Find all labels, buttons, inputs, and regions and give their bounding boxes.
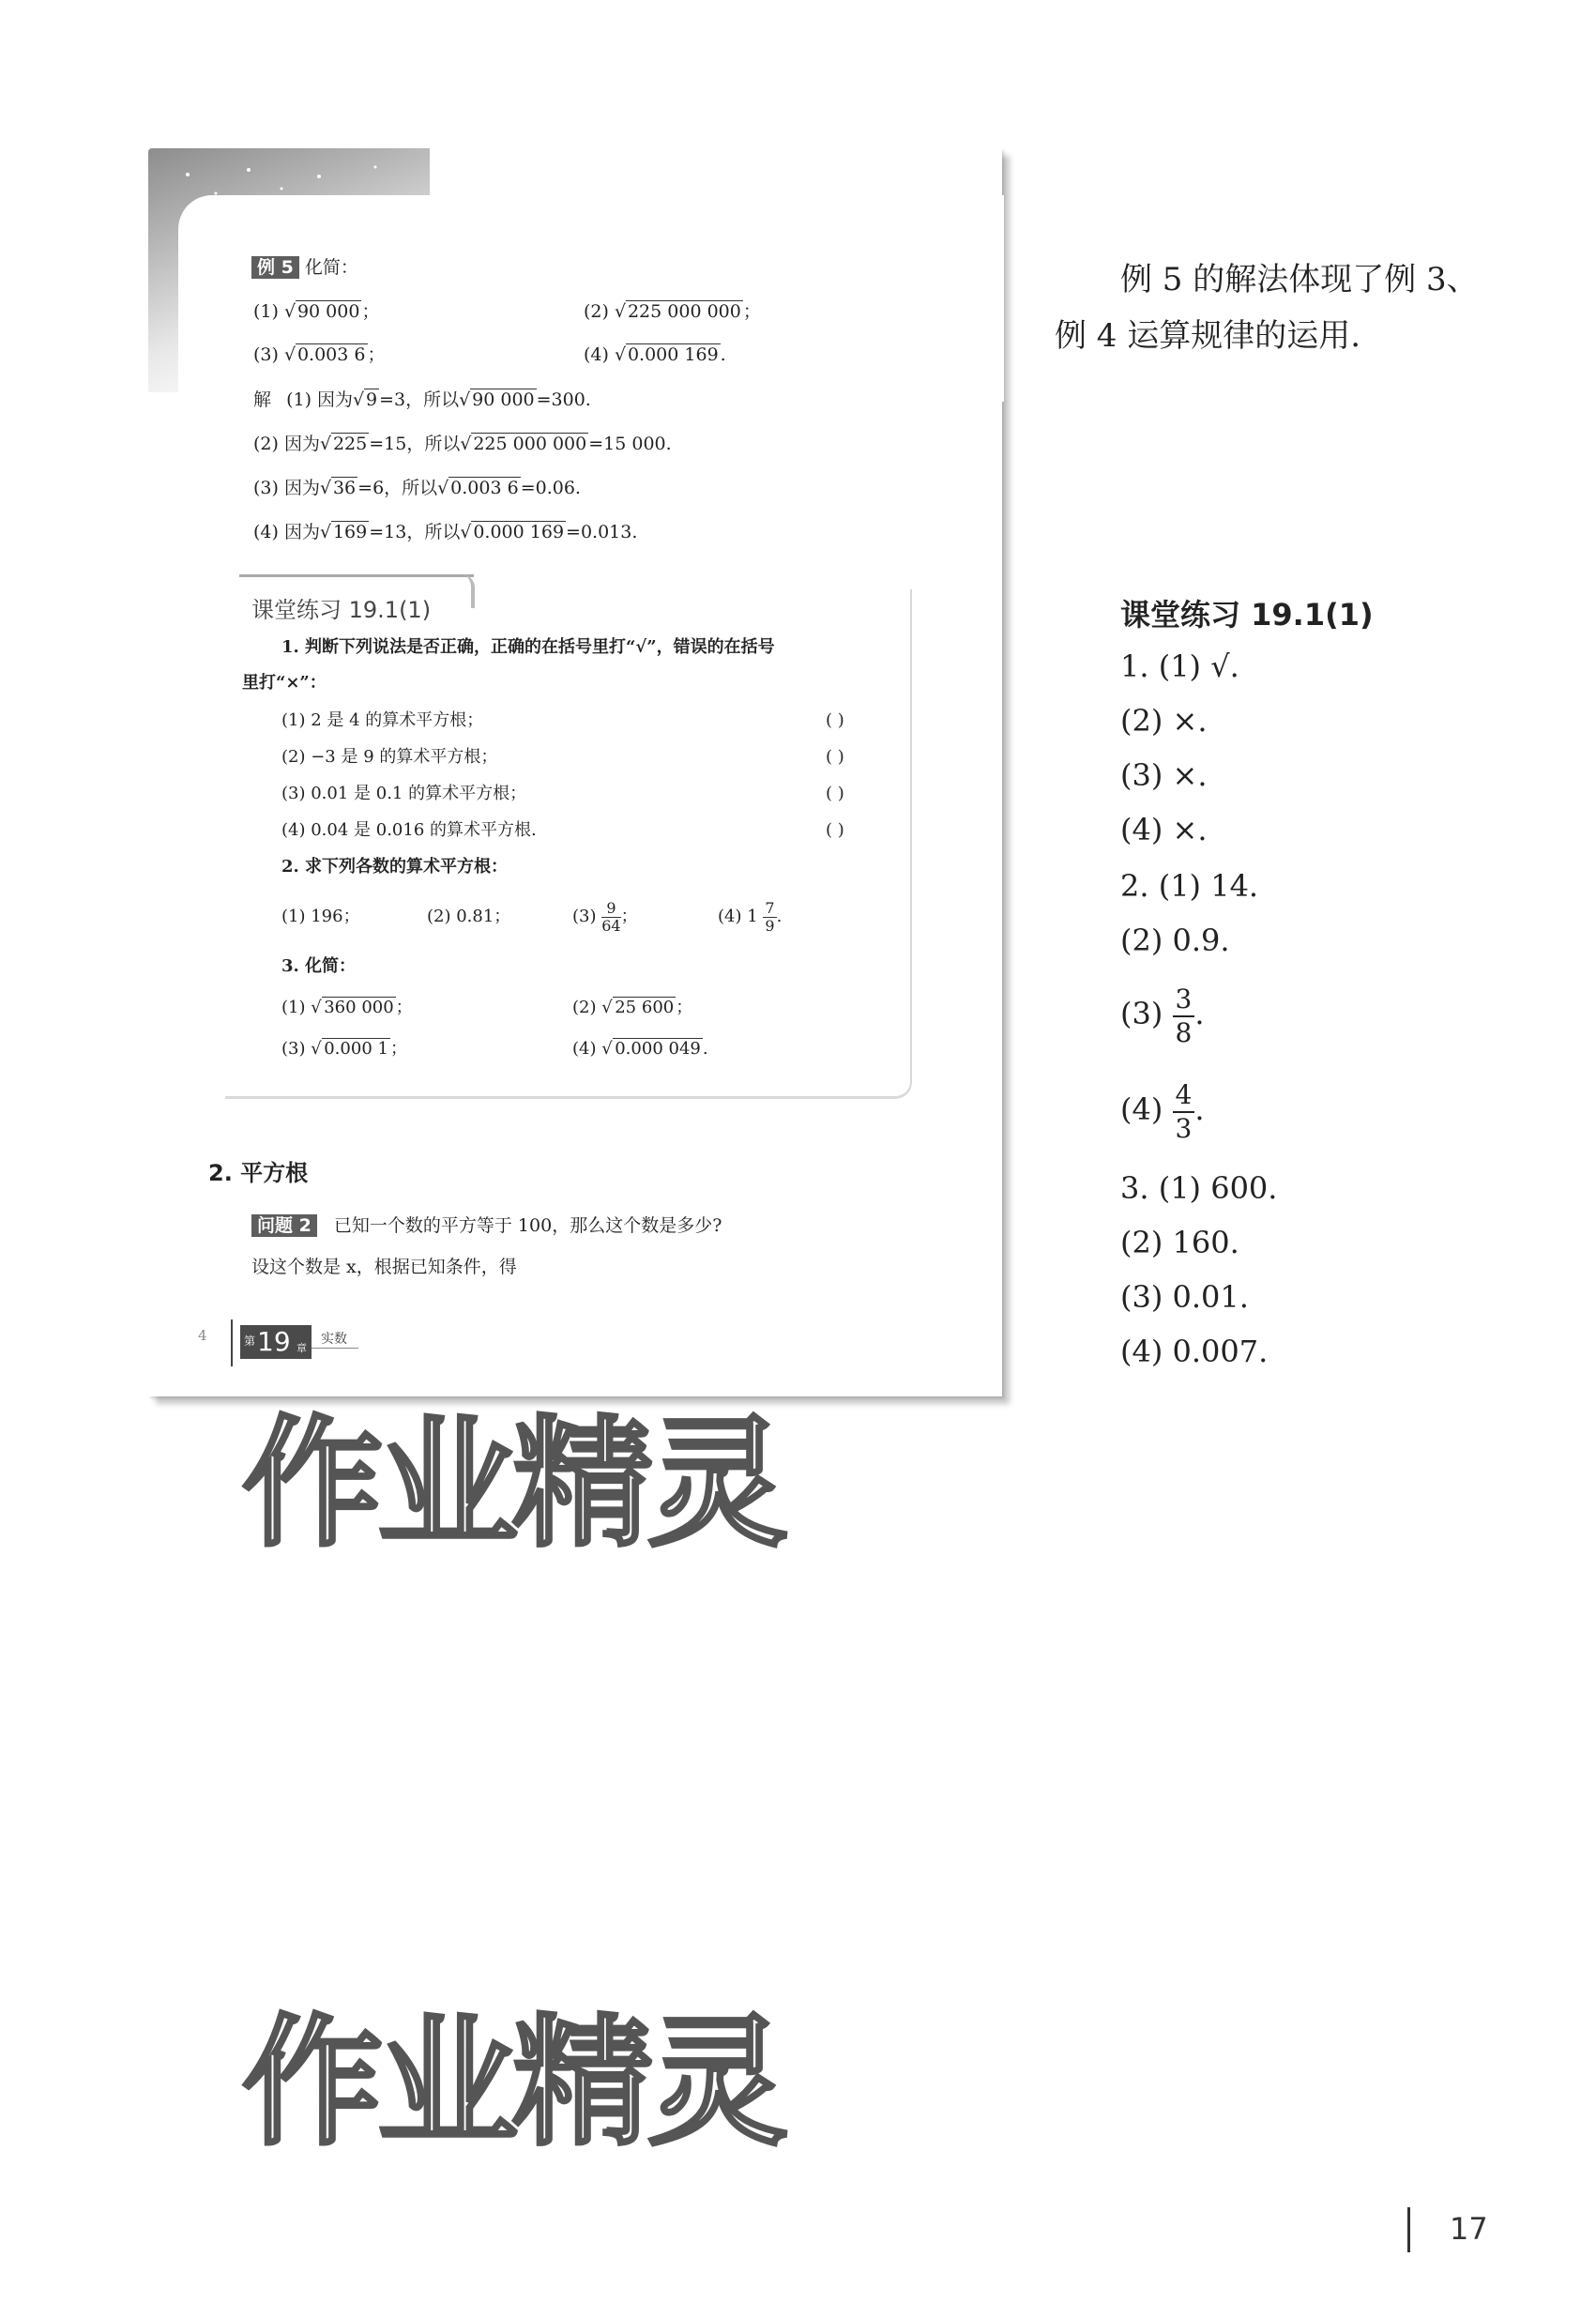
answer-1-4: (4) ×. bbox=[1120, 812, 1208, 847]
q1-line-2: 里打“×”： bbox=[242, 673, 327, 693]
problem-line-2: 设这个数是 x，根据已知条件，得 bbox=[251, 1257, 517, 1277]
q2-item-3: (3) $\frac{9}{64}$ ； bbox=[572, 898, 638, 935]
answer-1-3: (3) ×. bbox=[1120, 757, 1208, 793]
answer-2-3: (3) $\frac{3}{8}$ . bbox=[1120, 983, 1205, 1048]
watermark-2: 作业精灵 bbox=[242, 2002, 783, 2165]
q1-item-2: (2) −3 是 9 的算术平方根； bbox=[281, 747, 498, 767]
exercise-tab-curl bbox=[458, 574, 475, 608]
note-line-2: 例 4 运算规律的运用. bbox=[1055, 317, 1361, 355]
answers-title: 课堂练习 19.1(1) bbox=[1120, 597, 1374, 633]
q1-line-1: 1. 判断下列说法是否正确，正确的在括号里打“√”，错误的在括号 bbox=[281, 637, 775, 657]
example5-heading bbox=[251, 256, 358, 279]
footer-divider bbox=[231, 1319, 233, 1366]
q1-item-3: (3) 0.01 是 0.1 的算术平方根； bbox=[281, 784, 527, 803]
answer-1-2: (2) ×. bbox=[1120, 703, 1208, 739]
page-banner-mask bbox=[178, 195, 1004, 402]
answer-2-4: (4) $\frac{4}{3}$ . bbox=[1120, 1078, 1205, 1144]
problem-2 bbox=[251, 1214, 722, 1237]
solution-line-4: (4) 因为√ 169 =13，所以√ 0.000 169 =0.013. bbox=[253, 521, 637, 543]
watermark-1: 作业精灵 bbox=[242, 1403, 783, 1566]
problem-tag: 问题 2 bbox=[251, 1214, 317, 1237]
answer-3-1: 3. (1) 600. bbox=[1120, 1170, 1278, 1206]
q1-bracket-4: ( ) bbox=[826, 820, 844, 840]
chapter-badge: 第 19 章 bbox=[240, 1325, 312, 1359]
answer-3-3: (3) 0.01. bbox=[1120, 1279, 1249, 1315]
example5-item-3: (3) √ 0.003 6 ； bbox=[253, 343, 386, 366]
example5-item-4: (4) √ 0.000 169 . bbox=[584, 343, 726, 366]
example5-item-2: (2) √ 225 000 000 ； bbox=[584, 300, 761, 323]
q3-item-4: (4) √ 0.000 049 . bbox=[572, 1038, 708, 1060]
chapter-title-rule bbox=[312, 1348, 358, 1349]
q3-item-3: (3) √ 0.000 1 ； bbox=[281, 1038, 407, 1060]
solution-line-3: (3) 因为√ 36 =6，所以√ 0.003 6 =0.06. bbox=[253, 477, 581, 499]
answer-1-1: 1. (1) √. bbox=[1120, 648, 1239, 684]
exercise-title: 课堂练习 19.1(1) bbox=[251, 597, 432, 623]
example5-tag: 例 5 bbox=[251, 256, 299, 279]
solution-line-2: (2) 因为√ 225 =15，所以√ 225 000 000 =15 000. bbox=[253, 433, 672, 455]
q2-item-2: (2) 0.81； bbox=[427, 907, 511, 926]
example5-title: 化简： bbox=[304, 257, 358, 278]
q2-item-4: (4) 1 $\frac{7}{9}$ . bbox=[718, 898, 783, 935]
left-page-number: 4 bbox=[198, 1327, 207, 1344]
answer-2-2: (2) 0.9. bbox=[1120, 923, 1230, 958]
answer-2-1: 2. (1) 14. bbox=[1120, 868, 1259, 904]
q1-bracket-2: ( ) bbox=[826, 747, 844, 767]
page-number-divider bbox=[1407, 2207, 1410, 2252]
q1-item-1: (1) 2 是 4 的算术平方根； bbox=[281, 710, 484, 730]
q3-title: 3. 化简： bbox=[281, 956, 357, 976]
q3-item-2: (2) √ 25 600 ； bbox=[572, 997, 692, 1019]
page-number: 17 bbox=[1450, 2211, 1488, 2247]
exercise-tab-line bbox=[239, 574, 474, 577]
q3-item-1: (1) √ 360 000 ； bbox=[281, 997, 413, 1019]
q2-item-1: (1) 196； bbox=[281, 907, 360, 926]
chapter-title: 实数 bbox=[321, 1332, 347, 1347]
problem-text: 已知一个数的平方等于 100，那么这个数是多少? bbox=[333, 1215, 722, 1236]
q1-item-4: (4) 0.04 是 0.016 的算术平方根. bbox=[281, 820, 537, 840]
answer-3-4: (4) 0.007. bbox=[1120, 1334, 1269, 1369]
exercise-box bbox=[225, 589, 912, 1099]
q1-bracket-3: ( ) bbox=[826, 784, 844, 803]
answer-3-2: (2) 160. bbox=[1120, 1225, 1239, 1260]
q1-bracket-1: ( ) bbox=[826, 710, 844, 730]
example5-item-1: (1) √ 90 000 ； bbox=[253, 300, 379, 323]
solution-line-1: 解 (1) 因为√ 9 =3，所以√ 90 000 =300. bbox=[253, 389, 591, 411]
section-heading: 2. 平方根 bbox=[208, 1160, 309, 1186]
stars-decoration bbox=[160, 156, 403, 221]
note-line-1: 例 5 的解法体现了例 3、 bbox=[1120, 261, 1479, 298]
q2-title: 2. 求下列各数的算术平方根： bbox=[281, 857, 509, 877]
